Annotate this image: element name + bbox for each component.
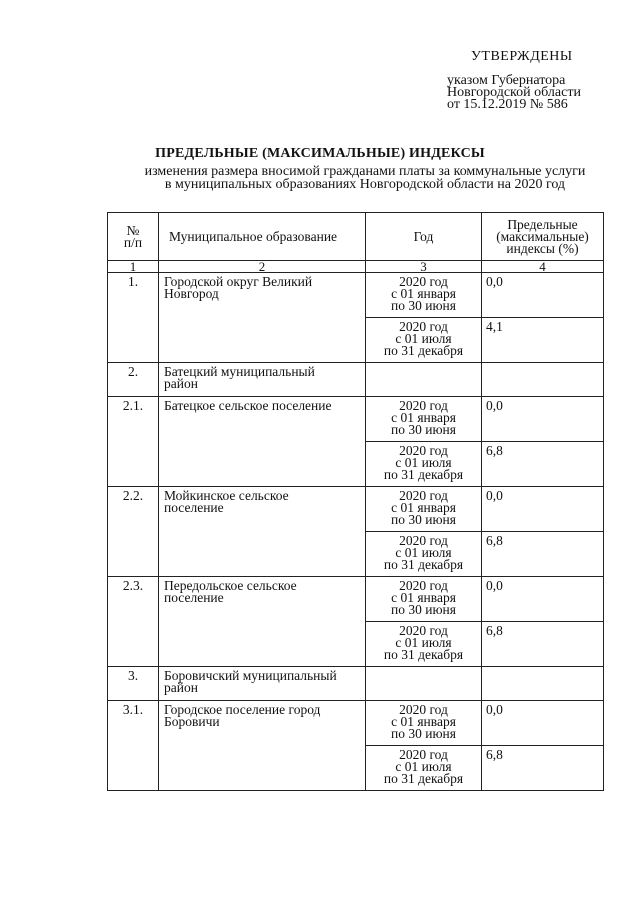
period-first-half xyxy=(366,273,482,318)
row-number: 3.1. xyxy=(108,701,159,791)
index-value: 0,0 xyxy=(482,273,604,318)
index-value: 6,8 xyxy=(482,442,604,487)
approval-title: УТВЕРЖДЕНЫ xyxy=(471,49,573,64)
index-value: 0,0 xyxy=(482,397,604,442)
period-end: по 30 июня xyxy=(391,602,456,617)
period-year: 2020 год xyxy=(399,533,448,548)
approval-issuer: указом Губернатора xyxy=(447,73,566,88)
row-number: 1. xyxy=(108,273,159,363)
table-row xyxy=(108,397,604,442)
period-start: с 01 июля xyxy=(395,455,452,470)
municipality-name-line2: Боровичи xyxy=(164,714,220,729)
municipality-name xyxy=(159,701,366,791)
municipality-name-line2: поселение xyxy=(164,590,224,605)
period-end: по 31 декабря xyxy=(383,557,464,572)
municipality-name xyxy=(159,397,366,487)
header-municipality: Муниципальное образование xyxy=(159,213,366,261)
period-start: с 01 июля xyxy=(395,331,452,346)
municipality-name-line1: Батецкий муниципальный xyxy=(164,364,315,379)
municipality-name-line1: Городское поселение город xyxy=(164,702,321,717)
column-number-4: 4 xyxy=(482,261,604,273)
period-end: по 30 июня xyxy=(391,512,456,527)
index-value: 6,8 xyxy=(482,622,604,667)
period-start: с 01 января xyxy=(391,714,456,729)
header-number-line2: п/п xyxy=(123,234,143,250)
period-end: по 30 июня xyxy=(391,298,456,313)
row-number: 2. xyxy=(108,363,159,397)
header-number-line1: № xyxy=(126,222,140,238)
period-year: 2020 год xyxy=(399,747,448,762)
period-year: 2020 год xyxy=(399,578,448,593)
period-year: 2020 год xyxy=(399,623,448,638)
municipality-name-line2: район xyxy=(164,680,198,695)
index-empty xyxy=(482,363,604,397)
municipality-name-line2: район xyxy=(164,376,198,391)
period-start: с 01 июля xyxy=(395,545,452,560)
index-value: 6,8 xyxy=(482,746,604,791)
document-subtitle xyxy=(95,165,635,191)
indexes-table xyxy=(107,212,604,791)
period-start: с 01 июля xyxy=(395,635,452,650)
municipality-name xyxy=(159,667,366,701)
subtitle-line-2: в муниципальных образованиях Новгородской области на 2020 год xyxy=(164,177,566,192)
period-first-half xyxy=(366,577,482,622)
period-start: с 01 января xyxy=(391,500,456,515)
municipality-name xyxy=(159,273,366,363)
header-index-line3: индексы (%) xyxy=(506,240,579,256)
period-year: 2020 год xyxy=(399,398,448,413)
municipality-name-line1: Городской округ Великий xyxy=(164,274,313,289)
document-title: ПРЕДЕЛЬНЫЕ (МАКСИМАЛЬНЫЕ) ИНДЕКСЫ xyxy=(155,146,485,161)
period-end: по 30 июня xyxy=(391,726,456,741)
header-index-line1: Предельные xyxy=(507,216,578,232)
row-number: 2.1. xyxy=(108,397,159,487)
row-number: 3. xyxy=(108,667,159,701)
period-end: по 31 декабря xyxy=(383,771,464,786)
period-first-half xyxy=(366,487,482,532)
period-start: с 01 июля xyxy=(395,759,452,774)
period-start: с 01 января xyxy=(391,410,456,425)
column-number-1: 1 xyxy=(108,261,159,273)
header-number xyxy=(108,213,159,261)
index-value: 0,0 xyxy=(482,577,604,622)
period-empty xyxy=(366,363,482,397)
table-row xyxy=(108,273,604,318)
municipality-name-line2: Новгород xyxy=(164,286,219,301)
index-value: 0,0 xyxy=(482,487,604,532)
column-number-2: 2 xyxy=(159,261,366,273)
period-year: 2020 год xyxy=(399,274,448,289)
period-year: 2020 год xyxy=(399,443,448,458)
period-second-half xyxy=(366,318,482,363)
column-number-3: 3 xyxy=(366,261,482,273)
period-end: по 31 декабря xyxy=(383,343,464,358)
municipality-name xyxy=(159,363,366,397)
period-end: по 31 декабря xyxy=(383,647,464,662)
period-second-half xyxy=(366,442,482,487)
index-value: 6,8 xyxy=(482,532,604,577)
period-end: по 31 декабря xyxy=(383,467,464,482)
municipality-name-line1: Батецкое сельское поселение xyxy=(164,398,332,413)
table-row xyxy=(108,667,604,701)
index-empty xyxy=(482,667,604,701)
header-index xyxy=(482,213,604,261)
period-empty xyxy=(366,667,482,701)
period-year: 2020 год xyxy=(399,702,448,717)
subtitle-line-1: изменения размера вносимой гражданами платы за коммунальные услуги xyxy=(144,164,586,179)
index-value: 0,0 xyxy=(482,701,604,746)
header-year: Год xyxy=(366,213,482,261)
period-second-half xyxy=(366,746,482,791)
municipality-name-line1: Передольское сельское xyxy=(164,578,297,593)
period-year: 2020 год xyxy=(399,319,448,334)
approval-decree: от 15.12.2019 № 586 xyxy=(447,97,568,112)
municipality-name-line1: Боровичский муниципальный xyxy=(164,668,337,683)
municipality-name-line2: поселение xyxy=(164,500,224,515)
period-end: по 30 июня xyxy=(391,422,456,437)
period-first-half xyxy=(366,701,482,746)
header-index-line2: (максимальные) xyxy=(496,228,589,244)
table-row xyxy=(108,363,604,397)
approval-region: Новгородской области xyxy=(447,85,581,100)
table-row xyxy=(108,487,604,532)
period-start: с 01 января xyxy=(391,286,456,301)
period-second-half xyxy=(366,532,482,577)
municipality-name xyxy=(159,487,366,577)
municipality-name-line1: Мойкинское сельское xyxy=(164,488,289,503)
column-number-row xyxy=(108,261,604,273)
period-start: с 01 января xyxy=(391,590,456,605)
table-row xyxy=(108,577,604,622)
period-year: 2020 год xyxy=(399,488,448,503)
period-first-half xyxy=(366,397,482,442)
table-header-row xyxy=(108,213,604,261)
row-number: 2.2. xyxy=(108,487,159,577)
period-second-half xyxy=(366,622,482,667)
row-number: 2.3. xyxy=(108,577,159,667)
municipality-name xyxy=(159,577,366,667)
table-row xyxy=(108,701,604,746)
index-value: 4,1 xyxy=(482,318,604,363)
